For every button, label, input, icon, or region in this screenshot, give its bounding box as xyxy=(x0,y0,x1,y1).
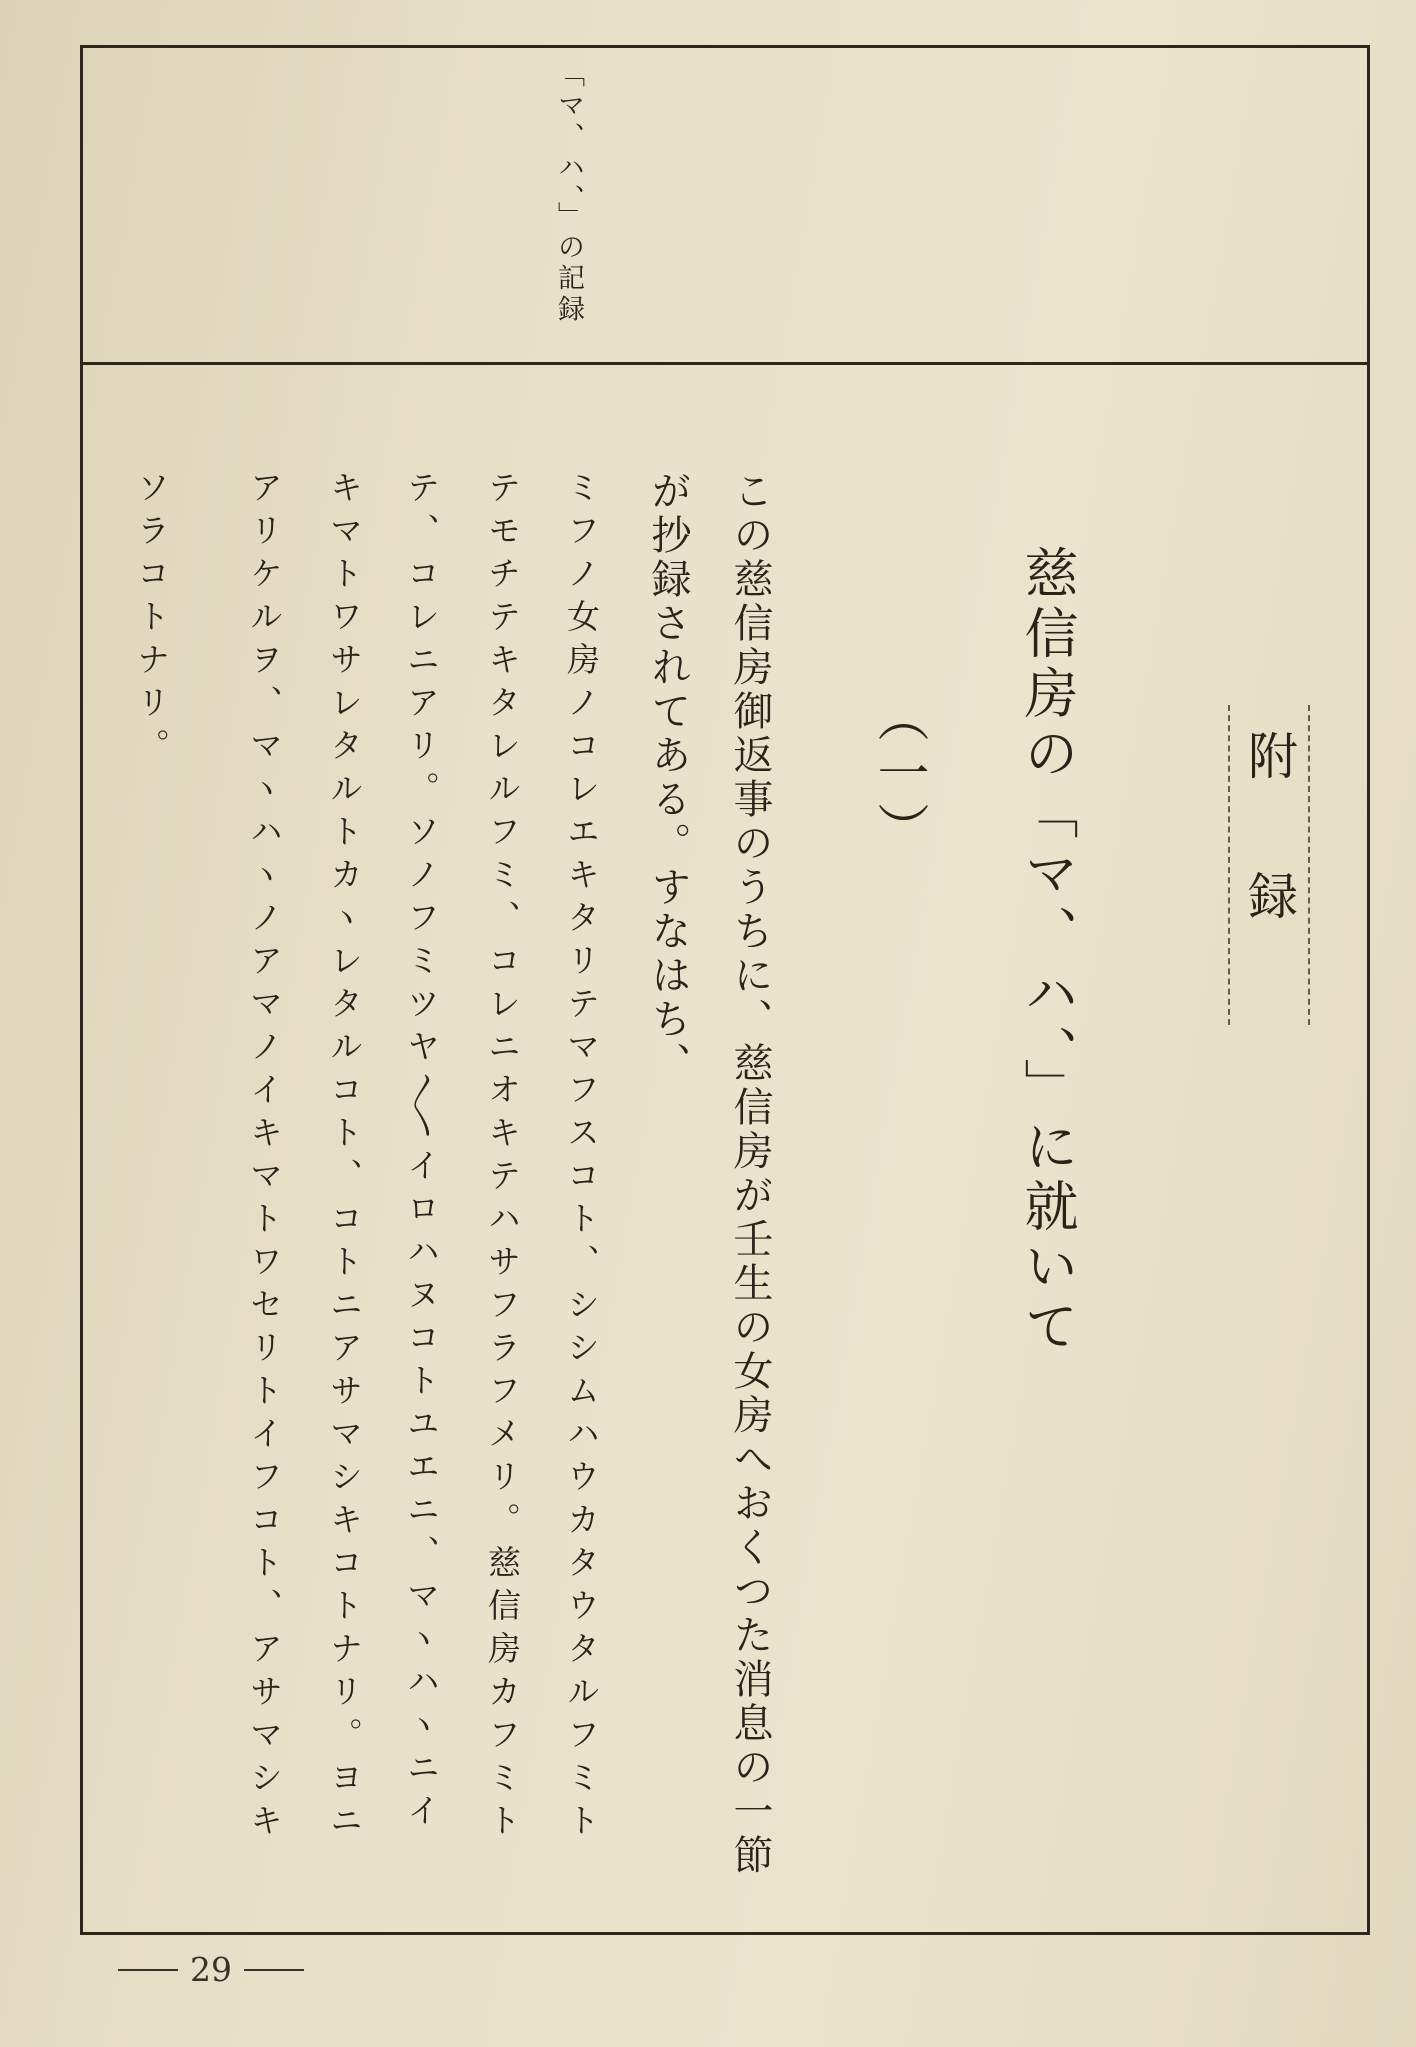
page-number-dash-right xyxy=(244,1969,304,1971)
appendix-label: 附録 xyxy=(1240,730,1298,1010)
section-number: （一） xyxy=(868,690,928,858)
quote-line: テモチテキタレルフミ、コレニオキテハサフラフメリ。慈信房カフミト xyxy=(483,470,522,1846)
chapter-title: 慈信房の「マ、ハ、」に就いて xyxy=(1016,545,1079,1358)
quote-line: キマトワサレタルトカヽレタルコト、コトニアサマシキコトナリ。ヨニ xyxy=(325,470,364,1846)
page-number-text: 29 xyxy=(190,1950,232,1989)
header-rule xyxy=(80,362,1370,365)
intro-line: この慈信房御返事のうちに、慈信房が壬生の女房へおくつた消息の一節 xyxy=(727,470,773,1878)
page-number-dash-left xyxy=(118,1969,178,1971)
intro-line: が抄録されてある。すなはち、 xyxy=(645,470,691,1086)
quote-line: ミフノ女房ノコレエキタリテマフスコト、シシムハウカタウタルフミト xyxy=(562,470,601,1846)
quote-line: テ、コレニアリ。ソノフミツヤ〳〵イロハヌコトユエニ、マヽハヽニイ xyxy=(402,470,441,1836)
page-number xyxy=(118,1950,304,1989)
quote-line: アリケルヲ、マヽハヽノアマノイキマトワセリトイフコト、アサマシキ xyxy=(245,470,284,1846)
running-head: 「マ、ハ、」の記録 xyxy=(553,60,584,326)
quote-line: ソラコトナリ。 xyxy=(132,470,171,771)
